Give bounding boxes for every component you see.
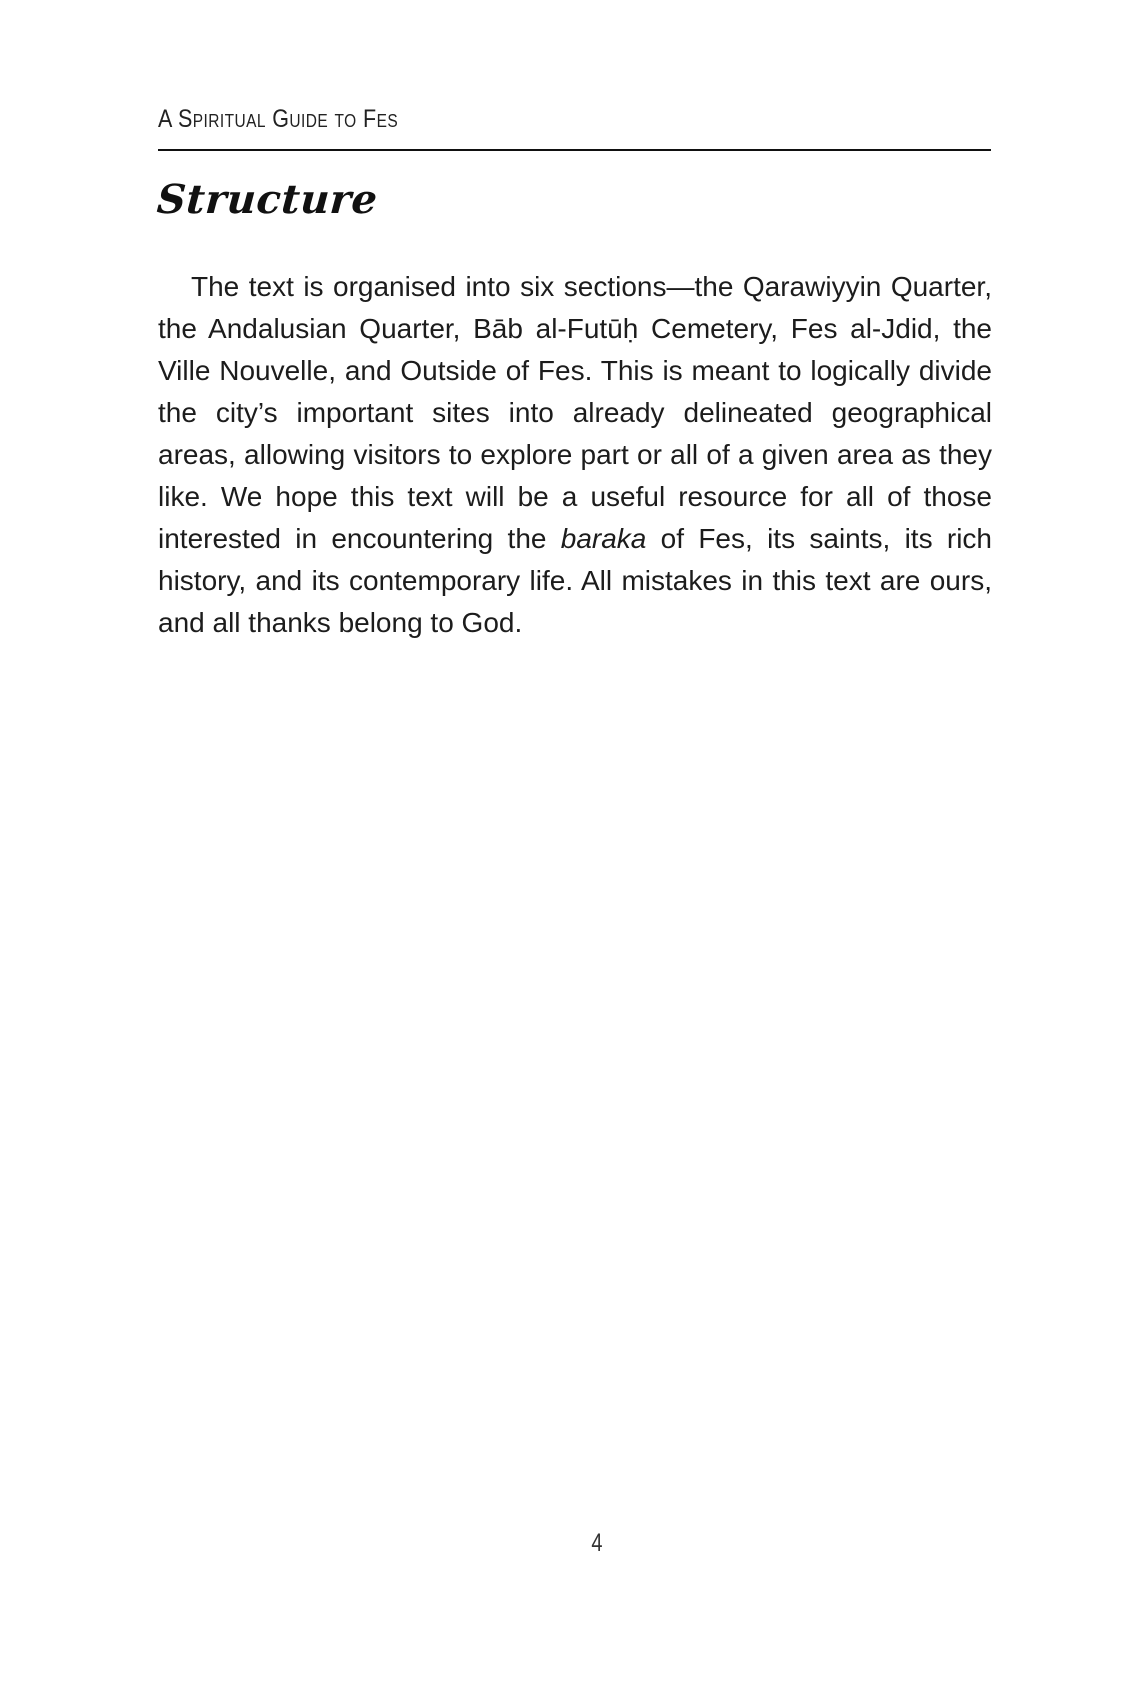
paragraph-text-end: of Fes, its saints, its rich history, and its contemporary life. All mistakes in this text are ours, and all thanks belong to God. [158, 523, 992, 638]
section-title: Structure [155, 176, 380, 223]
header-divider [158, 149, 991, 151]
page-number-value: 4 [590, 1529, 603, 1557]
body-paragraph [158, 266, 992, 644]
italic-term: baraka [560, 523, 647, 554]
running-header: A Spiritual Guide to Fes [158, 105, 399, 133]
paragraph-text-start: The text is organised into six sections—the Qarawiyyin Quarter, the Andalusian Quarter, Bāb al-Futūḥ Cemetery, Fes al-Jdid, the Ville Nouvelle, and Outside of Fes. This is meant to logically divide the city’s important sites into already delineated geographical areas, allowing visitors to explore part or all of a given area as they like. We hope this text will be a useful resource for all of those interested in encountering the [158, 271, 992, 554]
page-number [0, 1527, 1138, 1559]
